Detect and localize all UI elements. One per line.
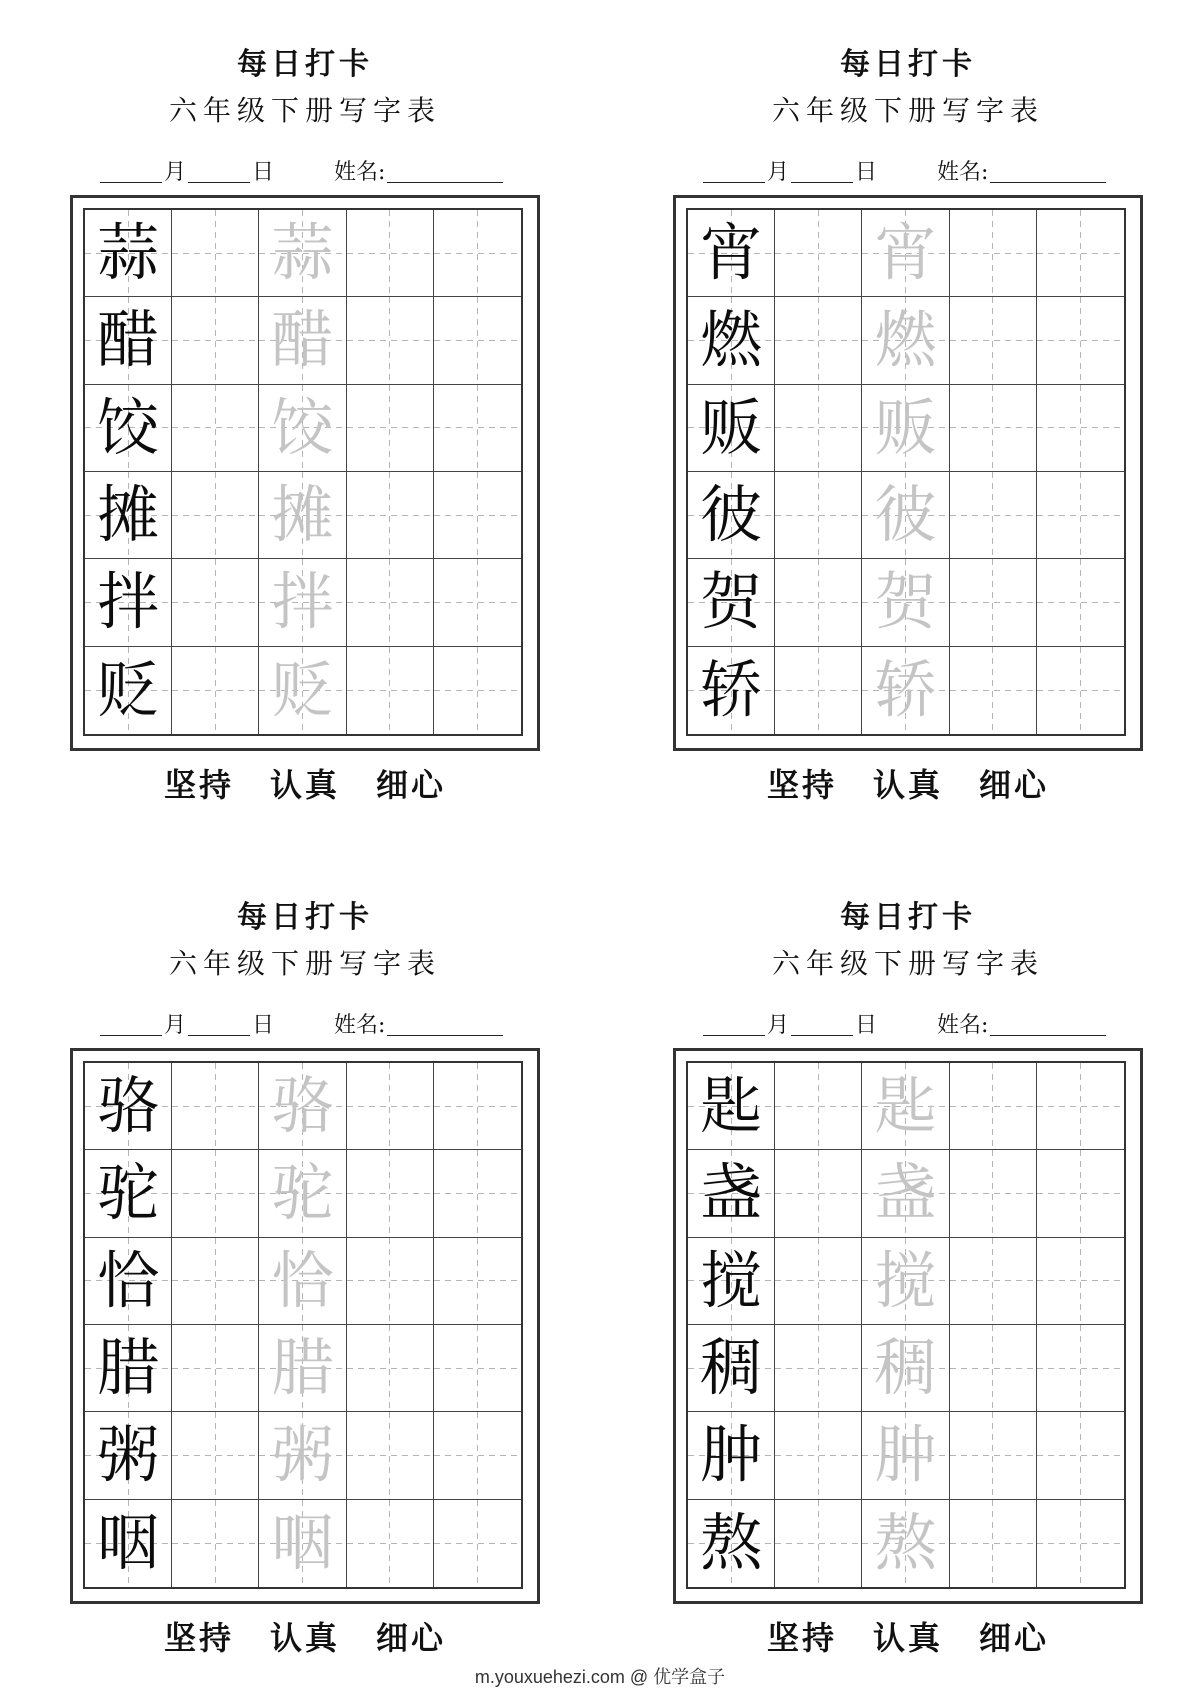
practice-cell[interactable] [347, 647, 434, 734]
practice-cell[interactable] [950, 1150, 1037, 1237]
model-cell [688, 559, 775, 646]
trace-character: 燃 [874, 303, 937, 377]
practice-cell[interactable] [172, 472, 259, 559]
practice-cell[interactable] [434, 647, 521, 734]
practice-cell[interactable] [434, 210, 521, 297]
trace-cell [862, 385, 949, 472]
model-character: 恰 [97, 1243, 160, 1317]
practice-cell[interactable] [950, 210, 1037, 297]
practice-cell[interactable] [172, 559, 259, 646]
model-character: 彼 [700, 478, 763, 552]
practice-cell[interactable] [347, 1412, 434, 1499]
motto [673, 763, 1143, 807]
practice-cell[interactable] [434, 1412, 521, 1499]
practice-cell[interactable] [950, 385, 1037, 472]
month-label: 月 [767, 160, 790, 185]
tianzige-grid [686, 1061, 1126, 1589]
trace-cell [259, 1500, 346, 1587]
model-cell [688, 472, 775, 559]
trace-cell [862, 210, 949, 297]
motto-word: 细心 [979, 1619, 1050, 1657]
month-label: 月 [767, 1013, 790, 1038]
practice-cell[interactable] [172, 297, 259, 384]
trace-character: 贬 [271, 653, 334, 727]
practice-card [673, 45, 1143, 805]
trace-character: 腊 [271, 1331, 334, 1405]
practice-cell[interactable] [172, 1412, 259, 1499]
model-cell [688, 1150, 775, 1237]
name-blank[interactable] [387, 1009, 503, 1036]
date-name-line [100, 155, 530, 191]
model-character: 熬 [700, 1506, 763, 1580]
model-character: 搅 [700, 1243, 763, 1317]
model-cell [85, 472, 172, 559]
model-cell [85, 1325, 172, 1412]
motto [70, 1616, 540, 1660]
practice-cell[interactable] [775, 1238, 862, 1325]
date-name-line [703, 155, 1133, 191]
trace-cell [259, 385, 346, 472]
model-character: 贬 [97, 653, 160, 727]
trace-character: 轿 [874, 653, 937, 727]
practice-cell[interactable] [1037, 385, 1124, 472]
motto-word: 细心 [376, 1619, 447, 1657]
model-character: 匙 [700, 1069, 763, 1143]
practice-cell[interactable] [950, 297, 1037, 384]
model-cell [688, 1238, 775, 1325]
practice-cell[interactable] [950, 1412, 1037, 1499]
model-cell [688, 385, 775, 472]
date-name-line [703, 1008, 1133, 1044]
model-character: 摊 [97, 478, 160, 552]
trace-cell [259, 1150, 346, 1237]
trace-character: 蒜 [271, 216, 334, 290]
model-cell [85, 1238, 172, 1325]
practice-cell[interactable] [775, 1412, 862, 1499]
practice-cell[interactable] [347, 472, 434, 559]
practice-cell[interactable] [434, 1325, 521, 1412]
trace-cell [862, 1238, 949, 1325]
practice-cell[interactable] [172, 1500, 259, 1587]
model-cell [688, 1500, 775, 1587]
trace-cell [862, 1150, 949, 1237]
motto [70, 763, 540, 807]
practice-cell[interactable] [1037, 472, 1124, 559]
trace-character: 恰 [271, 1243, 334, 1317]
practice-cell[interactable] [172, 385, 259, 472]
practice-cell[interactable] [1037, 297, 1124, 384]
model-character: 咽 [97, 1506, 160, 1580]
practice-cell[interactable] [434, 1063, 521, 1150]
motto-word: 坚持 [163, 1619, 234, 1657]
practice-cell[interactable] [1037, 559, 1124, 646]
tianzige-grid [83, 208, 523, 736]
model-cell [688, 1412, 775, 1499]
grid-frame [70, 1048, 540, 1604]
practice-cell[interactable] [950, 647, 1037, 734]
motto-word: 坚持 [766, 766, 837, 804]
trace-cell [259, 1063, 346, 1150]
day-label: 日 [855, 1013, 878, 1038]
practice-cell[interactable] [347, 1150, 434, 1237]
day-blank[interactable] [188, 1009, 250, 1036]
practice-cell[interactable] [347, 297, 434, 384]
month-label: 月 [164, 1013, 187, 1038]
practice-cell[interactable] [950, 1063, 1037, 1150]
grid-frame [70, 195, 540, 751]
model-character: 盏 [700, 1156, 763, 1230]
model-character: 燃 [700, 303, 763, 377]
practice-cell[interactable] [347, 1238, 434, 1325]
practice-cell[interactable] [347, 1325, 434, 1412]
trace-cell [259, 472, 346, 559]
practice-cell[interactable] [950, 1238, 1037, 1325]
practice-cell[interactable] [775, 1500, 862, 1587]
practice-cell[interactable] [1037, 647, 1124, 734]
trace-cell [862, 559, 949, 646]
trace-cell [862, 472, 949, 559]
tianzige-grid [686, 208, 1126, 736]
practice-cell[interactable] [1037, 1063, 1124, 1150]
model-character: 轿 [700, 653, 763, 727]
model-character: 饺 [97, 390, 160, 464]
trace-character: 驼 [271, 1156, 334, 1230]
motto [673, 1616, 1143, 1660]
practice-cell[interactable] [950, 559, 1037, 646]
practice-cell[interactable] [775, 1150, 862, 1237]
date-name-line [100, 1008, 530, 1044]
motto-word: 细心 [376, 766, 447, 804]
name-blank[interactable] [990, 156, 1106, 183]
practice-cell[interactable] [434, 559, 521, 646]
model-cell [85, 1063, 172, 1150]
model-character: 拌 [97, 565, 160, 639]
practice-cell[interactable] [172, 1063, 259, 1150]
trace-character: 稠 [874, 1331, 937, 1405]
trace-character: 醋 [271, 303, 334, 377]
practice-cell[interactable] [950, 1500, 1037, 1587]
practice-cell[interactable] [1037, 1412, 1124, 1499]
trace-cell [862, 297, 949, 384]
card-subtitle: 六年级下册写字表 [771, 947, 1044, 980]
practice-cell[interactable] [1037, 1325, 1124, 1412]
model-character: 贩 [700, 390, 763, 464]
practice-cell[interactable] [950, 472, 1037, 559]
model-cell [85, 647, 172, 734]
practice-cell[interactable] [1037, 1500, 1124, 1587]
trace-character: 彼 [874, 478, 937, 552]
month-blank[interactable] [100, 1009, 162, 1036]
model-cell [688, 1063, 775, 1150]
practice-cell[interactable] [775, 1063, 862, 1150]
model-character: 醋 [97, 303, 160, 377]
practice-cell[interactable] [434, 1500, 521, 1587]
trace-character: 拌 [271, 565, 334, 639]
practice-cell[interactable] [1037, 1238, 1124, 1325]
practice-cell[interactable] [347, 1500, 434, 1587]
trace-cell [862, 1500, 949, 1587]
day-blank[interactable] [188, 156, 250, 183]
motto-word: 认真 [269, 766, 340, 804]
name-blank[interactable] [990, 1009, 1106, 1036]
name-label: 姓名: [334, 1013, 386, 1038]
practice-cell[interactable] [1037, 1150, 1124, 1237]
name-label: 姓名: [334, 160, 386, 185]
day-label: 日 [252, 1013, 275, 1038]
model-cell [85, 1412, 172, 1499]
practice-cell[interactable] [775, 210, 862, 297]
practice-cell[interactable] [172, 1325, 259, 1412]
trace-character: 匙 [874, 1069, 937, 1143]
card-subtitle: 六年级下册写字表 [168, 947, 441, 980]
practice-cell[interactable] [347, 210, 434, 297]
practice-card [70, 898, 540, 1658]
card-title: 每日打卡 [237, 900, 373, 935]
model-character: 稠 [700, 1331, 763, 1405]
day-blank[interactable] [791, 1009, 853, 1036]
trace-character: 宵 [874, 216, 937, 290]
trace-cell [862, 647, 949, 734]
practice-cell[interactable] [775, 472, 862, 559]
trace-character: 骆 [271, 1069, 334, 1143]
model-character: 驼 [97, 1156, 160, 1230]
trace-character: 贩 [874, 390, 937, 464]
model-cell [688, 210, 775, 297]
trace-cell [259, 1325, 346, 1412]
month-blank[interactable] [703, 156, 765, 183]
day-blank[interactable] [791, 156, 853, 183]
practice-cell[interactable] [172, 210, 259, 297]
model-cell [688, 1325, 775, 1412]
name-label: 姓名: [937, 160, 989, 185]
trace-character: 搅 [874, 1243, 937, 1317]
trace-character: 熬 [874, 1506, 937, 1580]
model-cell [85, 559, 172, 646]
practice-card [673, 898, 1143, 1658]
model-character: 蒜 [97, 216, 160, 290]
model-cell [85, 210, 172, 297]
day-label: 日 [252, 160, 275, 185]
model-character: 腊 [97, 1331, 160, 1405]
model-cell [85, 385, 172, 472]
month-blank[interactable] [703, 1009, 765, 1036]
trace-character: 贺 [874, 565, 937, 639]
trace-cell [259, 297, 346, 384]
trace-cell [259, 1238, 346, 1325]
practice-cell[interactable] [950, 1325, 1037, 1412]
motto-word: 坚持 [766, 1619, 837, 1657]
motto-word: 认真 [269, 1619, 340, 1657]
model-character: 贺 [700, 565, 763, 639]
model-cell [688, 297, 775, 384]
motto-word: 细心 [979, 766, 1050, 804]
card-title: 每日打卡 [840, 900, 976, 935]
grid-frame [673, 1048, 1143, 1604]
footer-credit: m.youxuehezi.com @ 优学盒子 [474, 1667, 726, 1687]
model-character: 宵 [700, 216, 763, 290]
model-cell [85, 297, 172, 384]
trace-cell [259, 647, 346, 734]
motto-word: 坚持 [163, 766, 234, 804]
practice-cell[interactable] [347, 559, 434, 646]
name-blank[interactable] [387, 156, 503, 183]
practice-cell[interactable] [434, 297, 521, 384]
trace-character: 粥 [271, 1418, 334, 1492]
practice-cell[interactable] [434, 385, 521, 472]
card-title: 每日打卡 [237, 47, 373, 82]
practice-cell[interactable] [775, 1325, 862, 1412]
card-subtitle: 六年级下册写字表 [168, 94, 441, 127]
practice-cell[interactable] [347, 1063, 434, 1150]
trace-cell [862, 1325, 949, 1412]
practice-card [70, 45, 540, 805]
day-label: 日 [855, 160, 878, 185]
practice-cell[interactable] [1037, 210, 1124, 297]
month-label: 月 [164, 160, 187, 185]
card-title: 每日打卡 [840, 47, 976, 82]
practice-cell[interactable] [775, 559, 862, 646]
model-character: 肿 [700, 1418, 763, 1492]
practice-cell[interactable] [434, 472, 521, 559]
trace-character: 饺 [271, 390, 334, 464]
month-blank[interactable] [100, 156, 162, 183]
practice-cell[interactable] [347, 385, 434, 472]
trace-character: 肿 [874, 1418, 937, 1492]
trace-character: 盏 [874, 1156, 937, 1230]
model-cell [688, 647, 775, 734]
practice-cell[interactable] [172, 1238, 259, 1325]
practice-cell[interactable] [434, 1150, 521, 1237]
trace-cell [259, 559, 346, 646]
practice-cell[interactable] [775, 297, 862, 384]
grid-frame [673, 195, 1143, 751]
tianzige-grid [83, 1061, 523, 1589]
card-subtitle: 六年级下册写字表 [771, 94, 1044, 127]
model-cell [85, 1150, 172, 1237]
trace-cell [259, 1412, 346, 1499]
name-label: 姓名: [937, 1013, 989, 1038]
practice-cell[interactable] [172, 1150, 259, 1237]
motto-word: 认真 [872, 766, 943, 804]
model-character: 骆 [97, 1069, 160, 1143]
practice-cell[interactable] [172, 647, 259, 734]
trace-character: 摊 [271, 478, 334, 552]
practice-cell[interactable] [775, 647, 862, 734]
practice-cell[interactable] [775, 385, 862, 472]
trace-cell [862, 1412, 949, 1499]
motto-word: 认真 [872, 1619, 943, 1657]
trace-character: 咽 [271, 1506, 334, 1580]
practice-cell[interactable] [434, 1238, 521, 1325]
model-character: 粥 [97, 1418, 160, 1492]
trace-cell [259, 210, 346, 297]
trace-cell [862, 1063, 949, 1150]
model-cell [85, 1500, 172, 1587]
